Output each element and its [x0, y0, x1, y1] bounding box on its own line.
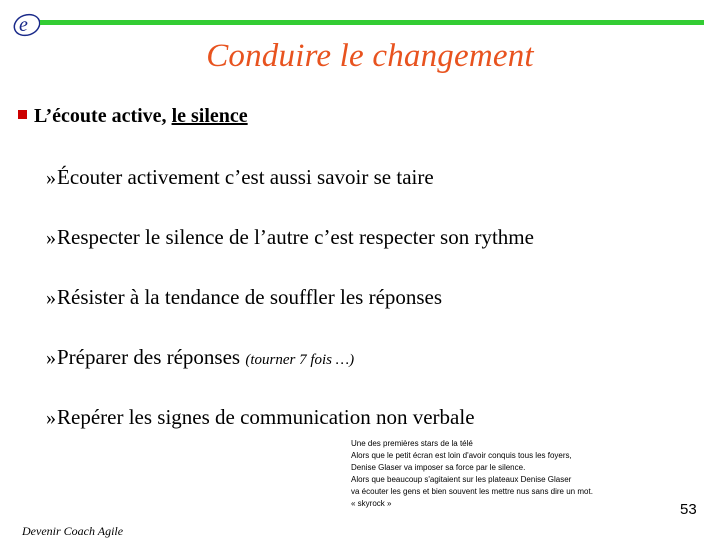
- list-item-text: Résister à la tendance de souffler les réponses: [57, 285, 443, 309]
- heading-text: L’écoute active,: [34, 105, 172, 127]
- list-item-text: Préparer des réponses: [57, 345, 246, 369]
- svg-text:e: e: [19, 14, 28, 36]
- list-item-note: (tourner 7 fois …): [245, 352, 355, 368]
- note-line: Une des premières stars de la télé: [351, 439, 473, 448]
- page-number: 53: [680, 501, 697, 518]
- page-title: Conduire le changement: [206, 38, 534, 74]
- list-item: [46, 405, 475, 430]
- list-item: [46, 285, 442, 310]
- note-line: « skyrock »: [351, 499, 392, 508]
- note-line: Alors que le petit écran est loin d'avoir conquis tous les foyers,: [351, 451, 572, 460]
- list-item-text: Écouter activement c’est aussi savoir se taire: [57, 165, 434, 189]
- arrow-bullet-icon: »: [46, 347, 56, 369]
- square-bullet-icon: [18, 110, 27, 119]
- note-line: Alors que beaucoup s'agitaient sur les plateaux Denise Glaser: [351, 475, 572, 484]
- side-note: [351, 438, 681, 510]
- footer-text: Devenir Coach Agile: [22, 524, 124, 538]
- list-item-text: Respecter le silence de l’autre c’est respecter son rythme: [57, 225, 534, 249]
- title-divider-bar: [40, 20, 704, 25]
- list-item: [46, 345, 354, 370]
- list-item: [46, 225, 534, 250]
- note-line: Denise Glaser va imposer sa force par le silence.: [351, 463, 526, 472]
- arrow-bullet-icon: »: [46, 407, 56, 429]
- section-heading: [18, 105, 248, 128]
- arrow-bullet-icon: »: [46, 167, 56, 189]
- heading-underlined-text: le silence: [171, 105, 248, 127]
- list-item: [46, 165, 434, 190]
- arrow-bullet-icon: »: [46, 287, 56, 309]
- note-line: va écouter les gens et bien souvent les mettre nus sans dire un mot.: [351, 487, 593, 496]
- list-item-text: Repérer les signes de communication non verbale: [57, 405, 475, 429]
- arrow-bullet-icon: »: [46, 227, 56, 249]
